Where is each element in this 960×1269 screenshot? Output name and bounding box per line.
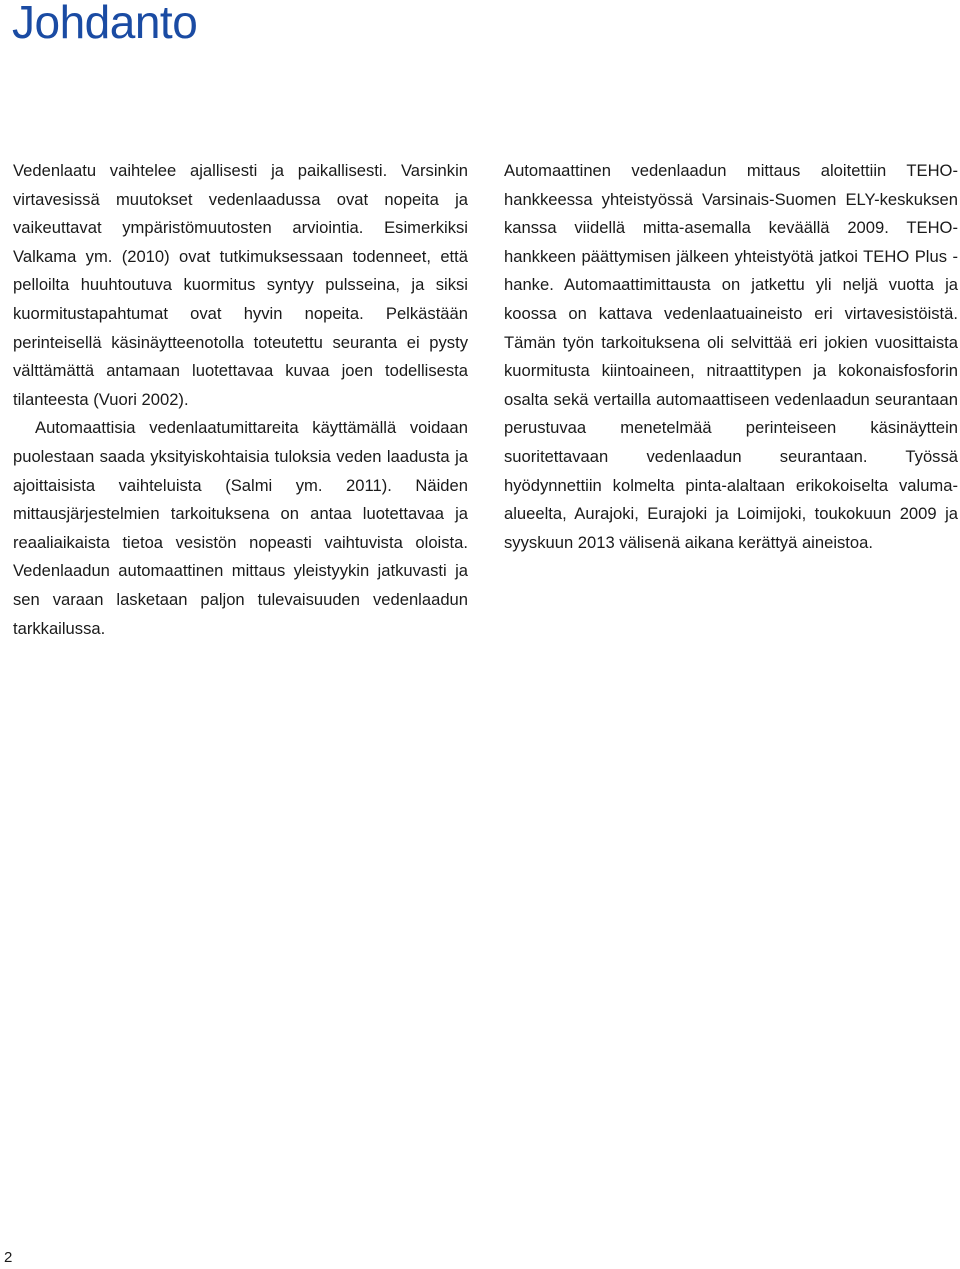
right-column <box>504 157 958 557</box>
left-column <box>13 157 468 643</box>
paragraph-intro-variation: Vedenlaatu vaihtelee ajallisesti ja paikallisesti. Varsinkin virtavesissä muutokset vedenlaadussa ovat nopeita ja vaikeuttavat ympäristömuutosten arviointia. Esimerkiksi Valkama ym. (2010) ovat tutkimuksessaan todenneet, että pelloilta huuhtoutuva kuormitus syntyy pulsseina, ja siksi kuormitustapahtumat ovat hyvin nopeita. Pelkästään perinteisellä käsinäytteenotolla toteutettu seuranta ei pysty välttämättä antamaan luotettavaa kuvaa joen todellisesta tilanteesta (Vuori 2002). <box>13 161 468 409</box>
page-number: 2 <box>4 1249 13 1266</box>
page-title: Johdanto <box>12 0 198 48</box>
paragraph-teho-project: Automaattinen vedenlaadun mittaus aloitettiin TEHO-hankkeessa yhteistyössä Varsinais-Suomen ELY-keskuksen kanssa viidellä mitta-asemalla keväällä 2009. TEHO-hankkeen päättymisen jälkeen yhteistyötä jatkoi TEHO Plus -hanke. Automaattimittausta on jatkettu yli neljä vuotta ja koossa on kattava vedenlaatuaineisto eri virtavesistöistä. Tämän työn tarkoituksena oli selvittää eri jokien vuosittaista kuormitusta kiintoaineen, nitraattitypen ja kokonaisfosforin osalta sekä vertailla automaattiseen vedenlaadun seurantaan perustuvaa menetelmää perinteiseen käsinäyttein suoritettavaan vedenlaadun seurantaan. Työssä hyödynnettiin kolmelta pinta-alaltaan erikokoiselta valuma-alueelta, Aurajoki, Eurajoki ja Loimijoki, toukokuun 2009 ja syyskuun 2013 välisenä aikana kerättyä aineistoa. <box>504 161 958 552</box>
paragraph-automatic-meters: Automaattisia vedenlaatumittareita käyttämällä voidaan puolestaan saada yksityiskohtaisia tuloksia veden laadusta ja ajoittaisista vaihteluista (Salmi ym. 2011). Näiden mittausjärjestelmien tarkoituksena on antaa luotettavaa ja reaaliaikaista tietoa vesistön nopeasti vaihtuvista oloista. Vedenlaadun automaattinen mittaus yleistyykin jatkuvasti ja sen varaan lasketaan paljon tulevaisuuden vedenlaadun tarkkailussa. <box>13 418 468 638</box>
